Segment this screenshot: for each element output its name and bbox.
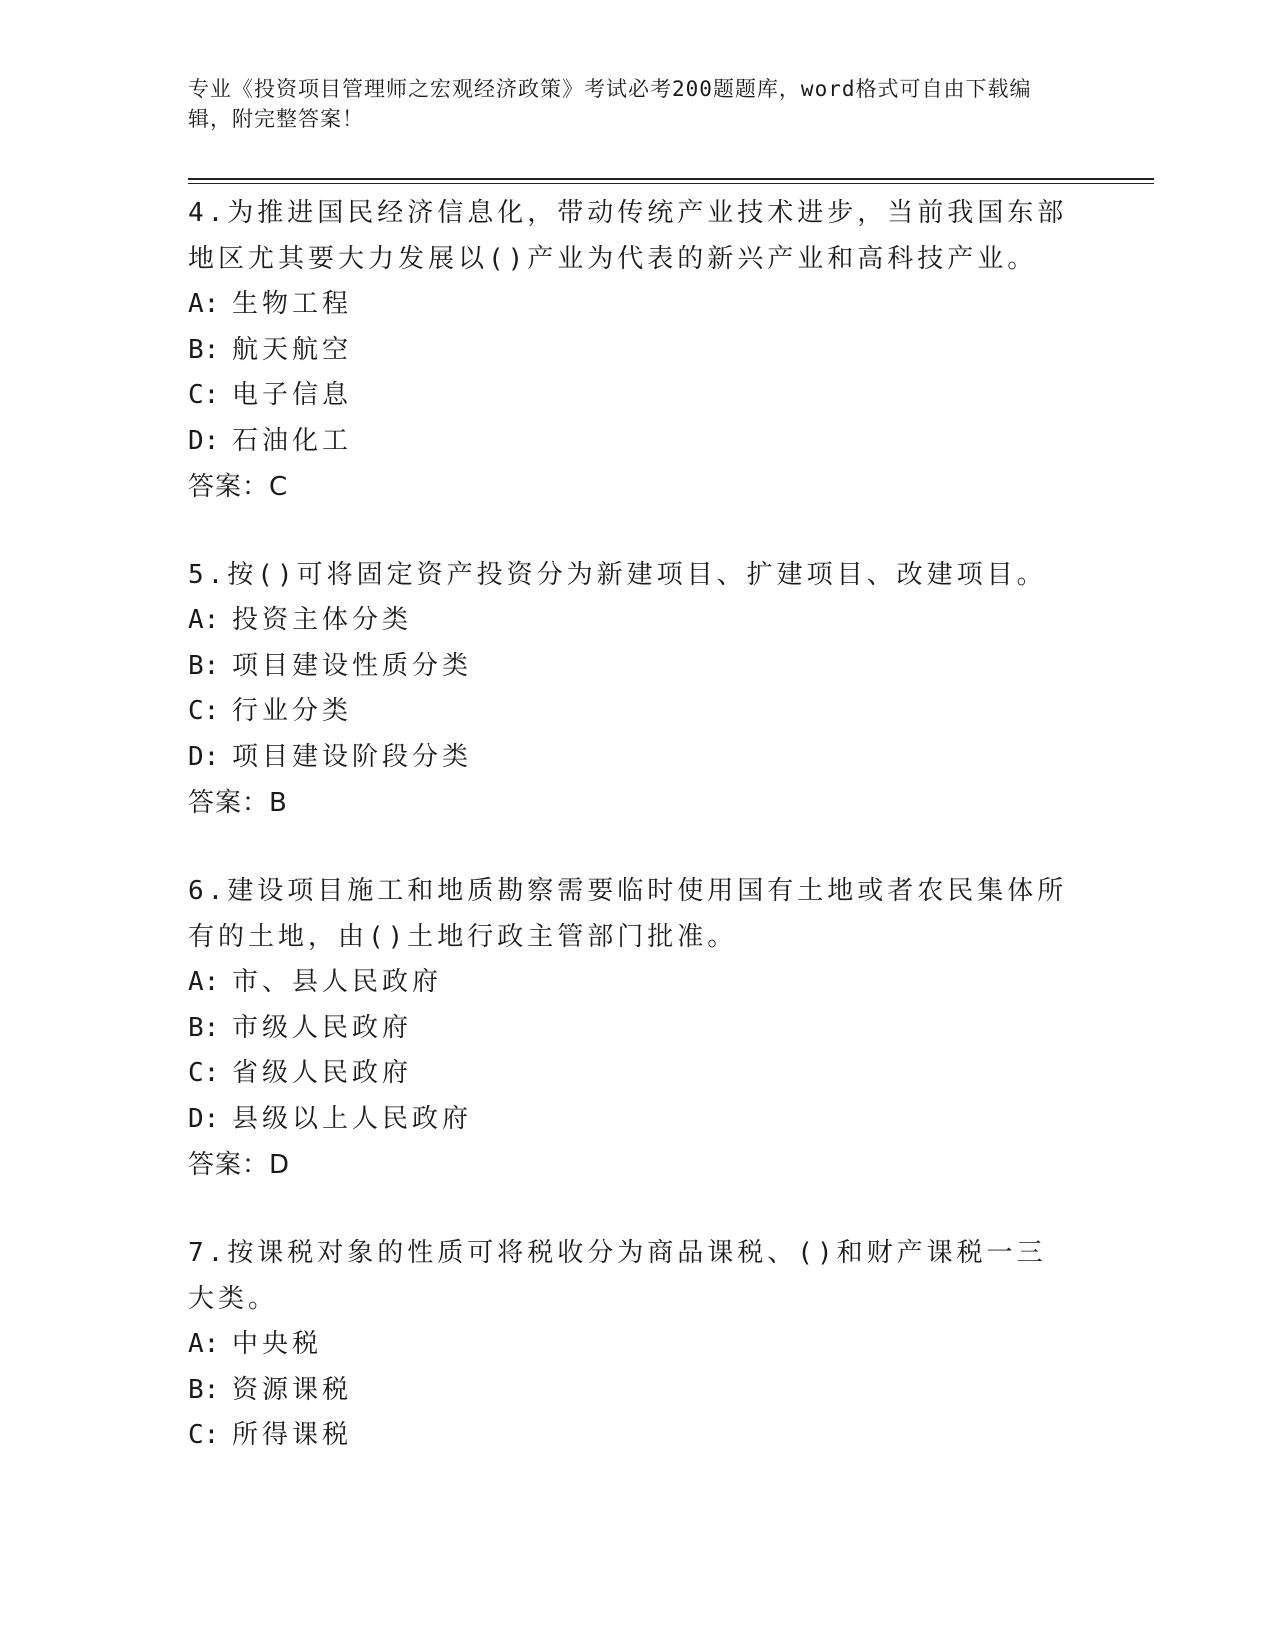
option-text: 市、县人民政府 xyxy=(232,967,443,997)
option-text: 所得课税 xyxy=(232,1420,353,1450)
option-text: 生物工程 xyxy=(232,289,353,319)
option-text: 项目建设阶段分类 xyxy=(232,741,473,772)
option-b xyxy=(188,1006,1088,1052)
document-header: 专业《投资项目管理师之宏观经济政策》考试必考200题题库，word格式可自由下载编辑，附完整答案！ xyxy=(188,77,1032,131)
question-list xyxy=(188,190,1088,1501)
option-d xyxy=(188,1097,1088,1143)
option-d xyxy=(188,419,1088,465)
option-c xyxy=(188,1051,1088,1097)
option-d xyxy=(188,735,1088,781)
option-label: C: xyxy=(188,1420,220,1450)
option-text: 石油化工 xyxy=(232,425,353,456)
question-5 xyxy=(188,552,1088,826)
option-label: D: xyxy=(188,425,220,456)
option-text: 中央税 xyxy=(232,1329,323,1359)
question-stem: 5.按()可将固定资产投资分为新建项目、扩建项目、改建项目。 xyxy=(188,560,1047,590)
option-a xyxy=(188,282,1088,328)
question-stem: 7.按课税对象的性质可将税收分为商品课税、()和财产课税一三大类。 xyxy=(188,1238,1047,1314)
question-4 xyxy=(188,190,1088,510)
option-b xyxy=(188,644,1088,690)
option-text: 电子信息 xyxy=(232,380,353,410)
option-b xyxy=(188,328,1088,374)
option-c xyxy=(188,373,1088,419)
option-c xyxy=(188,1413,1088,1459)
option-label: C: xyxy=(188,380,220,410)
option-label: B: xyxy=(188,1012,220,1043)
option-label: A: xyxy=(188,605,220,635)
option-b xyxy=(188,1368,1088,1414)
option-label: C: xyxy=(188,696,220,726)
question-stem: 6.建设项目施工和地质勘察需要临时使用国有土地或者农民集体所有的土地，由()土地行政主管部门批准。 xyxy=(188,876,1068,952)
option-text: 行业分类 xyxy=(232,696,353,726)
question-stem: 4.为推进国民经济信息化，带动传统产业技术进步，当前我国东部地区尤其要大力发展以()产业为代表的新兴产业和高科技产业。 xyxy=(188,198,1068,274)
option-label: D: xyxy=(188,1103,220,1134)
question-7 xyxy=(188,1230,1088,1459)
option-label: B: xyxy=(188,334,220,365)
header-divider-thick xyxy=(188,178,1154,180)
answer: 答案：B xyxy=(188,788,288,818)
option-text: 资源课税 xyxy=(232,1374,353,1405)
option-text: 省级人民政府 xyxy=(232,1058,413,1088)
option-label: C: xyxy=(188,1058,220,1088)
option-a xyxy=(188,1322,1088,1368)
option-text: 县级以上人民政府 xyxy=(232,1103,473,1134)
option-text: 市级人民政府 xyxy=(232,1012,413,1043)
option-label: D: xyxy=(188,741,220,772)
option-a xyxy=(188,960,1088,1006)
option-text: 投资主体分类 xyxy=(232,605,413,635)
answer: 答案：D xyxy=(188,1150,291,1180)
option-label: B: xyxy=(188,650,220,681)
option-label: A: xyxy=(188,1329,220,1359)
header-divider-thin xyxy=(188,183,1154,184)
option-label: A: xyxy=(188,289,220,319)
option-text: 项目建设性质分类 xyxy=(232,650,473,681)
option-a xyxy=(188,598,1088,644)
option-c xyxy=(188,689,1088,735)
answer: 答案：C xyxy=(188,472,289,502)
option-label: A: xyxy=(188,967,220,997)
option-text: 航天航空 xyxy=(232,334,353,365)
question-6 xyxy=(188,868,1088,1188)
option-label: B: xyxy=(188,1374,220,1405)
